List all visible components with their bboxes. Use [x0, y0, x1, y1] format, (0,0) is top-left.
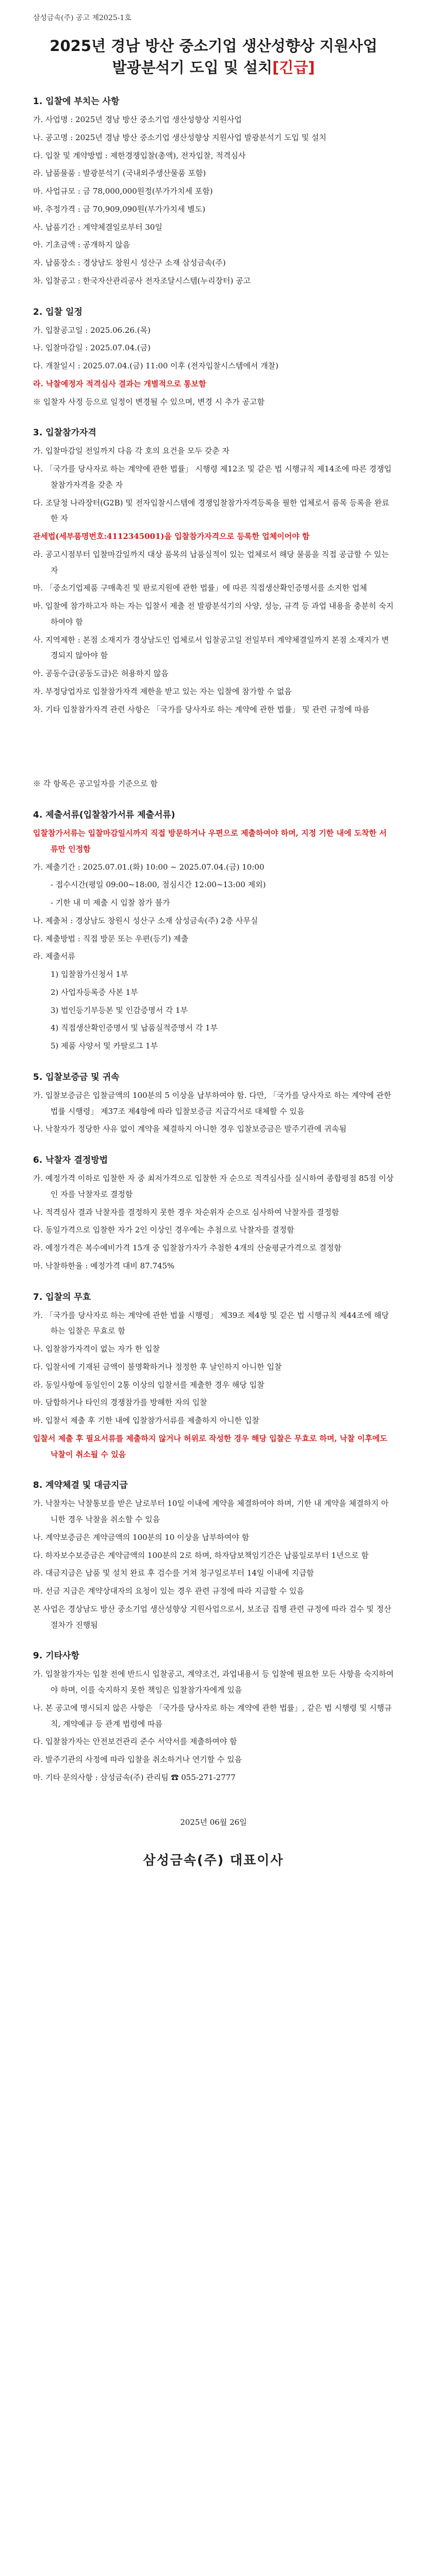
title-line-1: 2025년 경남 방산 중소기업 생산성향상 지원사업 — [50, 37, 378, 55]
list-item: 가. 입찰참가자는 입찰 전에 반드시 입찰공고, 계약조건, 과업내용서 등 입찰에 필요한 모든 사항을 숙지하여야 하며, 이를 숙지하지 못한 책임은 입찰참가자에게 있음 — [33, 1669, 394, 1695]
note: ※ 입찰자 사정 등으로 일정이 변경될 수 있으며, 변경 시 추가 공고함 — [33, 397, 265, 406]
list-item: 나. 낙찰자가 정당한 사유 없이 계약을 체결하지 아니한 경우 입찰보증금은 발주기관에 귀속됨 — [33, 1124, 347, 1134]
list-item: 다. 개찰일시 : 2025.07.04.(금) 11:00 이후 (전자입찰시스템에서 개찰) — [33, 361, 278, 371]
list-item: 사. 지역제한 : 본점 소재지가 경상남도인 업체로서 입찰공고일 전일부터 계약체결일까지 본점 소재지가 변경되지 않아야 함 — [33, 635, 389, 660]
section-bid-bond — [33, 1070, 394, 1137]
section-misc — [33, 1648, 394, 1785]
list-item: 라. 납품물품 : 발광분석기 (국내외주생산물품 포함) — [33, 168, 206, 178]
title-line-2-text: 발광분석기 도입 및 설치 — [112, 59, 272, 77]
list-item: 라. 대금지급은 납품 및 설치 완료 후 검수를 거쳐 청구일로부터 14일 이내에 지급함 — [33, 1568, 314, 1578]
list-item: 나. 공고명 : 2025년 경남 방산 중소기업 생산성향상 지원사업 발광분석기 도입 및 설치 — [33, 132, 326, 142]
list-item: 4) 직접생산확인증명서 및 납품실적증명서 각 1부 — [51, 1023, 218, 1033]
list-item: 나. 「국가를 당사자로 하는 계약에 관한 법률」 시행령 제12조 및 같은 법 시행규칙 제14조에 따른 경쟁입찰참가자격을 갖춘 자 — [33, 464, 392, 489]
list-item: 차. 기타 입찰참가자격 관련 사항은 「국가를 당사자로 하는 계약에 관한 법률」 및 관련 규정에 따름 — [33, 704, 370, 714]
list-item: 다. 동일가격으로 입찰한 자가 2인 이상인 경우에는 추첨으로 낙찰자를 결정함 — [33, 1225, 294, 1235]
section-documents — [33, 807, 394, 1054]
list-item: 마. 기타 문의사항 : 삼성금속(주) 관리팀 ☎ 055-271-2777 — [33, 1772, 236, 1782]
list-item: 차. 입찰공고 : 한국자산관리공사 전자조달시스템(누리장터) 공고 — [33, 276, 251, 285]
list-item: 다. 입찰서에 기재된 금액이 불명확하거나 정정한 후 날인하지 아니한 입찰 — [33, 1362, 282, 1371]
list-item: 바. 추정가격 : 금 70,909,090원(부가가치세 별도) — [33, 204, 206, 214]
section-award-method — [33, 1153, 394, 1274]
list-item: 바. 입찰에 참가하고자 하는 자는 입찰서 제출 전 발광분석기의 사양, 성능, 규격 등 과업 내용을 충분히 숙지하여야 함 — [33, 601, 394, 626]
list-item: 마. 선금 지급은 계약상대자의 요청이 있는 경우 관련 규정에 따라 지급할 수 있음 — [33, 1586, 304, 1596]
list-item: 다. 조달청 나라장터(G2B) 및 전자입찰시스템에 경쟁입찰참가자격등록을 필한 업체로서 품목 등록을 완료한 자 — [33, 498, 389, 523]
highlight-note: 입찰서 제출 후 필요서류를 제출하지 않거나 허위로 작성한 경우 해당 입찰은 무효로 하며, 낙찰 이후에도 낙찰이 취소될 수 있음 — [33, 1433, 387, 1459]
list-item: 가. 「국가를 당사자로 하는 계약에 관한 법률 시행령」 제39조 제4항 및 같은 법 시행규칙 제44조에 해당하는 입찰은 무효로 함 — [33, 1310, 389, 1336]
section-heading: 4. 제출서류(입찰참가서류 제출서류) — [33, 810, 175, 821]
list-item: 아. 기초금액 : 공개하지 않음 — [33, 240, 130, 250]
list-item: 나. 본 공고에 명시되지 않은 사항은 「국가를 당사자로 하는 계약에 관한 법률」, 같은 법 시행령 및 시행규칙, 계약예규 등 관계 법령에 따름 — [33, 1703, 392, 1728]
list-item: 가. 입찰보증금은 입찰금액의 100분의 5 이상을 납부하여야 함. 다만, 「국가를 당사자로 하는 계약에 관한 법률 시행령」 제37조 제4항에 따라 입찰보증금 지급각서로 대체할 수 있음 — [33, 1090, 391, 1116]
list-item: 가. 제출기간 : 2025.07.01.(화) 10:00 ~ 2025.07.04.(금) 10:00 — [33, 862, 265, 872]
note: ※ 각 항목은 공고일자를 기준으로 함 — [33, 779, 158, 789]
list-item: - 기한 내 미 제출 시 입찰 참가 불가 — [51, 898, 170, 908]
list-item: 나. 입찰참가자격이 없는 자가 한 입찰 — [33, 1344, 160, 1354]
urgent-badge: [긴급] — [272, 59, 315, 77]
section-heading: 7. 입찰의 무효 — [33, 1292, 91, 1302]
list-item: 라. 동일사항에 동일인이 2통 이상의 입찰서를 제출한 경우 해당 입찰 — [33, 1380, 265, 1389]
list-item: 마. 담합하거나 타인의 경쟁참가를 방해한 자의 입찰 — [33, 1398, 207, 1408]
title-line-2 — [33, 57, 394, 78]
section-invalid-bids — [33, 1290, 394, 1463]
notice-number: 삼성금속(주) 공고 제2025-1호 — [33, 14, 132, 22]
list-item: 마. 사업규모 : 금 78,000,000원정(부가가치세 포함) — [33, 187, 213, 196]
list-item: 다. 하자보수보증금은 계약금액의 100분의 2로 하며, 하자담보책임기간은 납품일로부터 1년으로 함 — [33, 1550, 369, 1560]
section-eligibility — [33, 425, 394, 792]
list-item: 다. 입찰 및 계약방법 : 제한경쟁입찰(총액), 전자입찰, 적격심사 — [33, 150, 246, 160]
list-item: 나. 입찰마감일 : 2025.07.04.(금) — [33, 343, 151, 353]
list-item: 라. 제출서류 — [33, 952, 75, 961]
list-item: 나. 계약보증금은 계약금액의 100분의 10 이상을 납부하여야 함 — [33, 1532, 250, 1542]
notice-date: 2025년 06월 26일 — [180, 1817, 247, 1827]
list-item: 가. 입찰마감일 전일까지 다음 각 호의 요건을 모두 갖춘 자 — [33, 446, 230, 456]
list-item: 마. 「중소기업제품 구매촉진 및 판로지원에 관한 법률」에 따른 직접생산확인증명서를 소지한 업체 — [33, 583, 367, 593]
list-item: - 접수시간(평일 09:00~18:00, 점심시간 12:00~13:00 제외) — [51, 880, 266, 890]
list-item: 자. 부정당업자로 입찰참가자격 제한을 받고 있는 자는 입찰에 참가할 수 없음 — [33, 686, 292, 696]
notice-document — [33, 10, 394, 1869]
section-bid-items — [33, 94, 394, 289]
list-item: 자. 납품장소 : 경상남도 창원시 성산구 소재 삼성금속(주) — [33, 258, 226, 268]
section-heading: 8. 계약체결 및 대금지급 — [33, 1480, 128, 1491]
list-item: 다. 입찰참가자는 안전보건관리 준수 서약서를 제출하여야 함 — [33, 1737, 237, 1747]
list-item: 5) 제품 사양서 및 카탈로그 1부 — [51, 1041, 158, 1051]
list-item: 2) 사업자등록증 사본 1부 — [51, 987, 138, 997]
note: 본 사업은 경상남도 방산 중소기업 생산성향상 지원사업으로서, 보조금 집행 관련 규정에 따라 검수 및 정산 절차가 진행됨 — [33, 1604, 391, 1630]
section-heading: 6. 낙찰자 결정방법 — [33, 1155, 108, 1166]
issuer-signature: 삼성금속(주) 대표이사 — [143, 1852, 284, 1868]
section-contract — [33, 1478, 394, 1633]
highlight-note: 입찰참가서류는 입찰마감일시까지 직접 방문하거나 우편으로 제출하여야 하며, 지정 기한 내에 도착한 서류만 인정함 — [33, 828, 387, 854]
list-item: 라. 발주기관의 사정에 따라 입찰을 취소하거나 연기할 수 있음 — [33, 1755, 242, 1765]
section-heading: 3. 입찰참가자격 — [33, 428, 96, 438]
section-heading: 9. 기타사항 — [33, 1651, 79, 1662]
list-item: 가. 예정가격 이하로 입찰한 자 중 최저가격으로 입찰한 자 순으로 적격심사를 실시하여 종합평점 85점 이상인 자를 낙찰자로 결정함 — [33, 1174, 394, 1199]
list-item: 라. 예정가격은 복수예비가격 15개 중 입찰참가자가 추첨한 4개의 산술평균가격으로 결정함 — [33, 1243, 341, 1253]
section-heading: 1. 입찰에 부치는 사항 — [33, 96, 120, 107]
list-item: 1) 입찰참가신청서 1부 — [51, 970, 128, 979]
list-item: 3) 법인등기부등본 및 인감증명서 각 1부 — [51, 1005, 188, 1015]
list-item: 사. 납품기간 : 계약체결일로부터 30일 — [33, 222, 162, 232]
list-item: 아. 공동수급(공동도급)은 허용하지 않음 — [33, 669, 169, 679]
list-item: 가. 낙찰자는 낙찰통보를 받은 날로부터 10일 이내에 계약을 체결하여야 하며, 기한 내 계약을 체결하지 아니한 경우 낙찰을 취소할 수 있음 — [33, 1499, 389, 1524]
list-item: 가. 입찰공고일 : 2025.06.26.(목) — [33, 325, 151, 335]
section-heading: 5. 입찰보증금 및 귀속 — [33, 1072, 120, 1082]
list-item: 바. 입찰서 제출 후 기한 내에 입찰참가서류를 제출하지 아니한 입찰 — [33, 1416, 259, 1426]
list-item: 마. 낙찰하한율 : 예정가격 대비 87.745% — [33, 1261, 175, 1270]
list-item: 라. 공고시점부터 입찰마감일까지 대상 품목의 납품실적이 있는 업체로서 해당 물품을 직접 공급할 수 있는 자 — [33, 549, 389, 575]
section-schedule — [33, 304, 394, 410]
section-heading: 2. 입찰 일정 — [33, 307, 83, 317]
notice-title — [33, 35, 394, 78]
list-item: 다. 제출방법 : 직접 방문 또는 우편(등기) 제출 — [33, 934, 189, 943]
list-item-highlight: 라. 낙찰예정자 적격심사 결과는 개별적으로 통보함 — [33, 379, 206, 388]
list-item: 가. 사업명 : 2025년 경남 방산 중소기업 생산성향상 지원사업 — [33, 115, 242, 125]
list-item: 나. 제출처 : 경상남도 창원시 성산구 소재 삼성금속(주) 2층 사무실 — [33, 916, 258, 925]
list-item: 나. 적격심사 결과 낙찰자를 결정하지 못한 경우 차순위자 순으로 심사하여 낙찰자를 결정함 — [33, 1207, 339, 1217]
highlight-note: 관세법(세부품명번호:4112345001)을 입찰참가자격으로 등록한 업체이어야 함 — [33, 532, 310, 541]
